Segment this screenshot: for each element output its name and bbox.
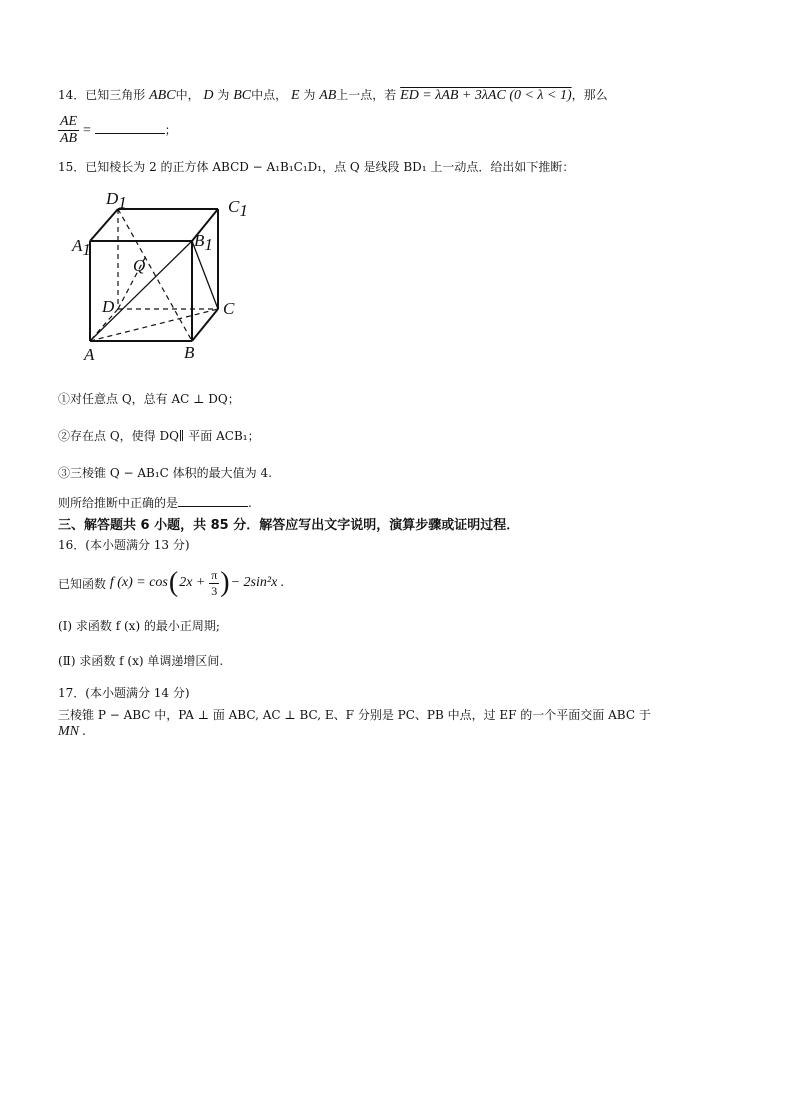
label-Q: Q [133,256,146,275]
edge-A1D1 [90,209,118,241]
q17-header: 17．(本小题满分 14 分) [58,686,190,700]
q14-line2: $\frac{AE}{AB}$ = ； [60,114,177,146]
q16-part-1: (Ⅰ) 求函数 f (x) 的最小正周期; [58,619,220,633]
cube-figure [70,188,270,368]
q15-conclusion: 则所给推断中正确的是 . [58,496,252,510]
label-D1: D1 [106,189,127,212]
edge-BC [192,309,218,341]
q15-answer-blank[interactable] [178,494,248,507]
hidden-diagonal-BD1 [118,209,192,341]
label-B: B [184,343,195,362]
q15-statement-2: ②存在点 Q，使得 DQ∥ 平面 ACB₁； [58,429,260,443]
label-A1: A1 [72,236,91,259]
q17-line-2: MN . [58,724,86,739]
right-paren: ) [220,567,230,598]
label-C: C [223,299,235,318]
q16-function: 已知函数 f (x) = cos ( 2x + $\frac{\pi}{3}$ ) − 2sin²x . [58,567,285,598]
q15-stem: 15．已知棱长为 2 的正方体 ABCD − A₁B₁C₁D₁，点 Q 是线段 BD₁ 上一动点．给出如下推断： [58,160,575,174]
label-C1: C1 [228,197,248,220]
q15-statement-3: ③三棱锥 Q − AB₁C 体积的最大值为 4. [58,466,272,480]
vector-equation: ED = λAB + 3λAC (0 < λ < 1) [400,88,572,103]
q14-line1: 14．已知三角形 ABC中， D 为 BC中点， E 为 AB上一点，若 ED = λAB + 3λAC (0 < λ < 1)，那么 [58,88,608,103]
left-paren: ( [168,567,179,598]
q14-answer-blank[interactable] [95,121,165,134]
pi-over-3: $\frac{\pi}{3}$ [211,567,218,598]
q15-statement-1: ①对任意点 Q，总有 AC ⊥ DQ； [58,392,240,406]
q16-part-2: (Ⅱ) 求函数 f (x) 单调递增区间. [58,654,224,668]
q14-fraction: $\frac{AE}{AB}$ [60,114,78,146]
q17-line-1: 三棱锥 P − ABC 中，PA ⊥ 面 ABC, AC ⊥ BC, E、F 分别是 PC、PB 中点，过 EF 的一个平面交面 ABC 于 [58,708,651,722]
label-B1: B1 [194,231,213,254]
label-A: A [84,345,95,364]
label-D: D [102,297,115,316]
section-3-title: 三、解答题共 6 小题，共 85 分．解答应写出文字说明，演算步骤或证明过程． [58,518,520,533]
q16-header: 16．(本小题满分 13 分) [58,538,190,552]
